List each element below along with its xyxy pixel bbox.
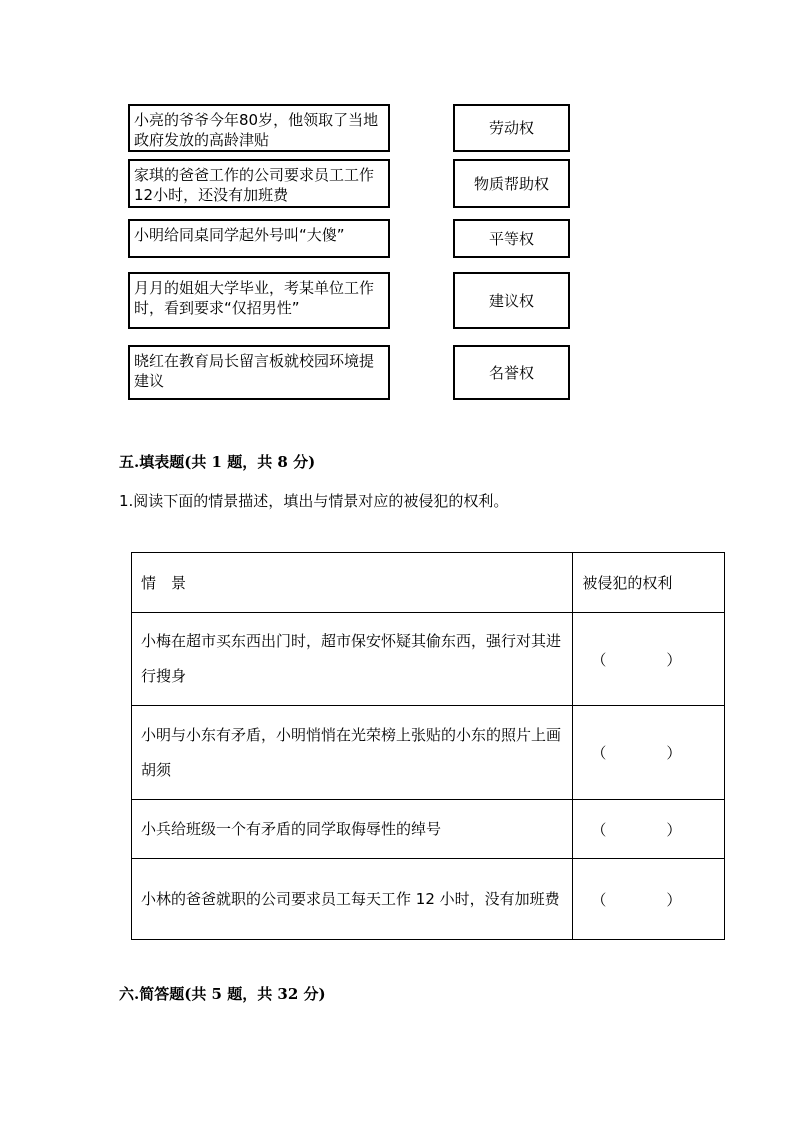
table-header-row — [132, 553, 725, 613]
rights-table — [131, 552, 725, 940]
right-label: 物质帮助权 — [473, 174, 549, 193]
scene-cell — [132, 859, 573, 940]
scenario-text: 小亮的爷爷今年80岁，他领取了当地政府发放的高龄津贴 — [134, 111, 379, 149]
right-box-2 — [453, 159, 570, 208]
scenario-box-3 — [128, 219, 390, 258]
scenario-box-4 — [128, 272, 390, 329]
scene-cell — [132, 800, 573, 859]
table-row — [132, 800, 725, 859]
table-row — [132, 706, 725, 800]
answer-blank: （ ） — [591, 820, 682, 839]
answer-blank: （ ） — [591, 650, 682, 669]
section-5-title: 五.填表题(共 1 题，共 8 分) — [119, 453, 316, 471]
scene-text: 小梅在超市买东西出门时，超市保安怀疑其偷东西，强行对其进行搜身 — [141, 632, 562, 685]
scenario-text: 月月的姐姐大学毕业，考某单位工作时，看到要求“仅招男性” — [134, 279, 375, 317]
scene-cell — [132, 706, 573, 800]
right-label: 名誉权 — [488, 363, 534, 382]
answer-cell[interactable] — [573, 706, 725, 800]
scenario-text: 小明给同桌同学起外号叫“大傻” — [134, 226, 345, 244]
table-row — [132, 859, 725, 940]
answer-cell[interactable] — [573, 800, 725, 859]
right-label: 建议权 — [488, 291, 534, 310]
scene-text: 小兵给班级一个有矛盾的同学取侮辱性的绰号 — [141, 819, 442, 838]
right-box-5 — [453, 345, 570, 400]
right-label: 平等权 — [488, 229, 534, 248]
scenario-text: 家琪的爸爸工作的公司要求员工工作12小时，还没有加班费 — [134, 166, 375, 204]
answer-blank: （ ） — [591, 744, 682, 762]
right-box-4 — [453, 272, 570, 329]
table-row — [132, 613, 725, 706]
answer-blank: （ ） — [591, 890, 682, 909]
scenario-box-5 — [128, 345, 390, 400]
right-label: 劳动权 — [488, 119, 534, 137]
scenario-box-1 — [128, 104, 390, 152]
scene-text: 小明与小东有矛盾，小明悄悄在光荣榜上张贴的小东的照片上画胡须 — [141, 725, 562, 779]
scene-cell — [132, 613, 573, 706]
scene-text: 小林的爸爸就职的公司要求员工每天工作 12 小时，没有加班费 — [141, 889, 560, 908]
scenario-box-2 — [128, 159, 390, 208]
right-box-1 — [453, 104, 570, 152]
table-header-right: 被侵犯的权利 — [573, 553, 725, 613]
section-5-question: 1.阅读下面的情景描述，填出与情景对应的被侵犯的权利。 — [119, 492, 509, 510]
section-6-title: 六.简答题(共 5 题，共 32 分) — [119, 985, 326, 1003]
table-header-scene: 情 景 — [132, 553, 573, 613]
scenario-text: 晓红在教育局长留言板就校园环境提建议 — [134, 352, 375, 390]
right-box-3 — [453, 219, 570, 258]
answer-cell[interactable] — [573, 859, 725, 940]
answer-cell[interactable] — [573, 613, 725, 706]
